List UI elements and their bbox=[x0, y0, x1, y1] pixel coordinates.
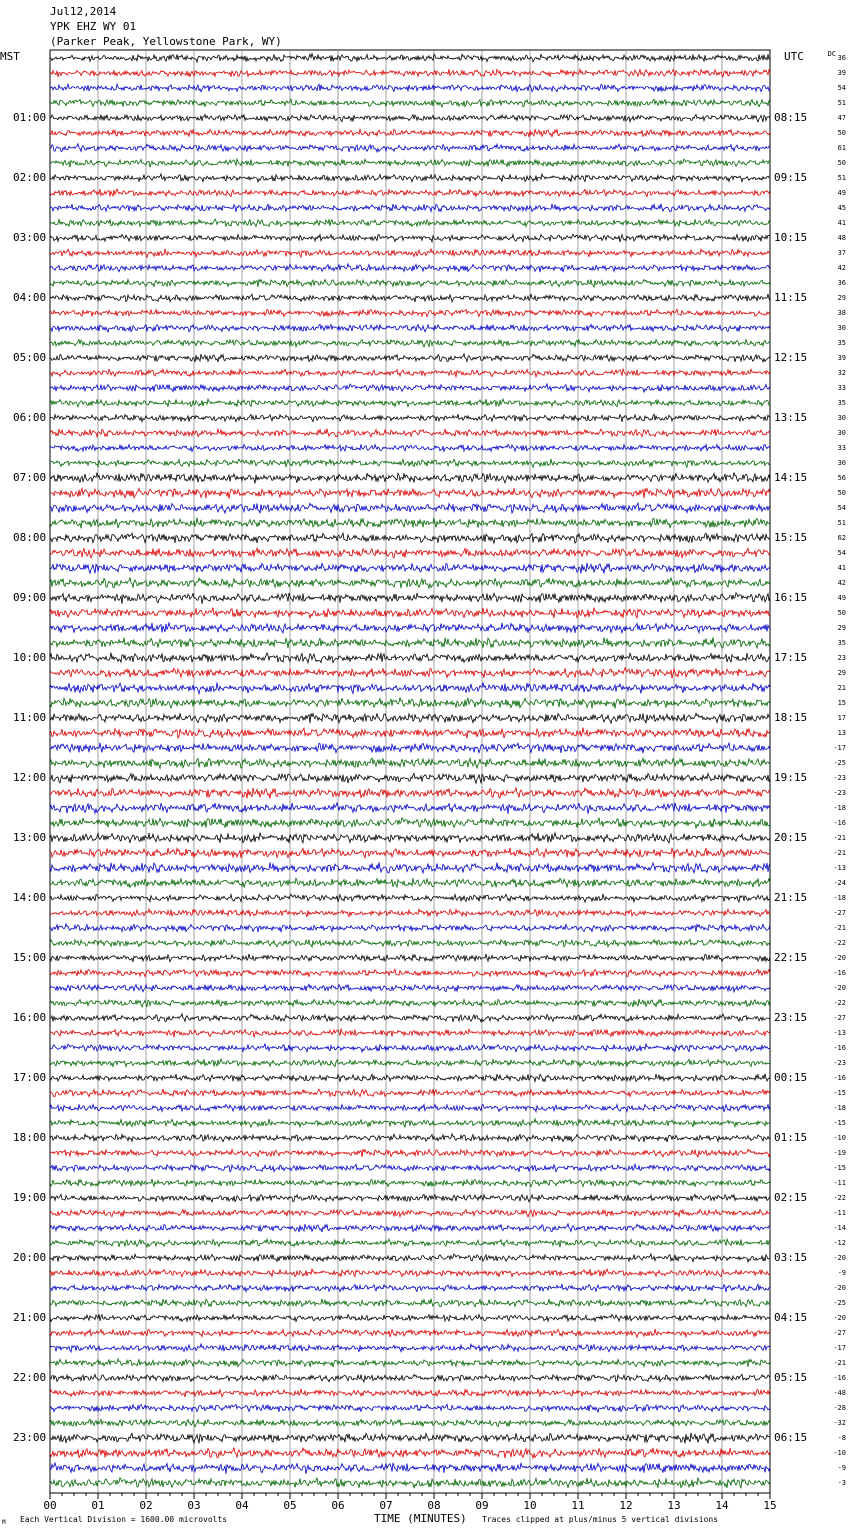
x-tick-label: 13 bbox=[667, 1499, 681, 1512]
dc-offset-value: -16 bbox=[833, 819, 846, 827]
dc-offset-value: -8 bbox=[837, 1434, 846, 1442]
x-tick-label: 11 bbox=[571, 1499, 585, 1512]
dc-offset-value: 30 bbox=[837, 429, 846, 437]
trace-line bbox=[50, 399, 770, 407]
right-hour-label: 18:15 bbox=[774, 711, 808, 724]
left-hour-label: 12:00 bbox=[13, 771, 47, 784]
right-hour-label: 09:15 bbox=[774, 171, 808, 184]
clip-note: Traces clipped at plus/minus 5 vertical divisions bbox=[482, 1515, 719, 1524]
dc-offset-value: -23 bbox=[833, 789, 846, 797]
trace-line bbox=[50, 1210, 770, 1217]
trace-line bbox=[50, 1419, 770, 1426]
x-tick-label: 07 bbox=[379, 1499, 393, 1512]
trace-line bbox=[50, 354, 770, 362]
right-hour-label: 08:15 bbox=[774, 111, 808, 124]
dc-offset-value: 35 bbox=[837, 339, 846, 347]
left-hour-label: 08:00 bbox=[13, 531, 47, 544]
left-hour-label: 17:00 bbox=[13, 1071, 47, 1084]
right-hour-label: 05:15 bbox=[774, 1371, 808, 1384]
x-tick-label: 02 bbox=[139, 1499, 153, 1512]
dc-offset-value: 49 bbox=[837, 594, 846, 602]
dc-offset-value: -18 bbox=[833, 894, 846, 902]
x-tick-label: 15 bbox=[763, 1499, 777, 1512]
left-hour-label: 06:00 bbox=[13, 411, 47, 424]
dc-offset-value: -21 bbox=[833, 924, 846, 932]
trace-line bbox=[50, 833, 770, 843]
x-tick-label: 08 bbox=[427, 1499, 441, 1512]
trace-line bbox=[50, 969, 770, 977]
dc-offset-value: 50 bbox=[837, 129, 846, 137]
dc-offset-value: -16 bbox=[833, 1374, 846, 1382]
right-hour-label: 02:15 bbox=[774, 1191, 808, 1204]
left-hour-label: 02:00 bbox=[13, 171, 47, 184]
right-hour-label: 11:15 bbox=[774, 291, 808, 304]
dc-offset-value: 29 bbox=[837, 624, 846, 632]
right-hour-label: 15:15 bbox=[774, 531, 808, 544]
right-hour-label: 10:15 bbox=[774, 231, 808, 244]
trace-line bbox=[50, 459, 770, 467]
dc-offset-value: 35 bbox=[837, 639, 846, 647]
trace-line bbox=[50, 1448, 770, 1459]
x-tick-label: 04 bbox=[235, 1499, 249, 1512]
trace-line bbox=[50, 894, 770, 902]
trace-line bbox=[50, 1344, 770, 1352]
trace-line bbox=[50, 144, 770, 152]
left-hour-label: 23:00 bbox=[13, 1431, 47, 1444]
right-hour-label: 13:15 bbox=[774, 411, 808, 424]
dc-offset-value: 35 bbox=[837, 399, 846, 407]
trace-line bbox=[50, 503, 770, 513]
left-hour-label: 16:00 bbox=[13, 1011, 47, 1024]
left-hour-label: 15:00 bbox=[13, 951, 47, 964]
left-hour-label: 05:00 bbox=[13, 351, 47, 364]
right-hour-label: 22:15 bbox=[774, 951, 808, 964]
dc-offset-value: 29 bbox=[837, 669, 846, 677]
trace-line bbox=[50, 758, 770, 768]
dc-offset-value: 54 bbox=[837, 84, 846, 92]
dc-offset-value: -16 bbox=[833, 1074, 846, 1082]
dc-offset-value: -22 bbox=[833, 939, 846, 947]
trace-line bbox=[50, 788, 770, 799]
trace-line bbox=[50, 1299, 770, 1307]
dc-offset-value: 37 bbox=[837, 249, 846, 257]
left-hour-label: 13:00 bbox=[13, 831, 47, 844]
trace-line bbox=[50, 862, 770, 873]
dc-offset-value: 36 bbox=[837, 54, 846, 62]
dc-offset-value: 51 bbox=[837, 519, 846, 527]
trace-line bbox=[50, 1463, 770, 1474]
trace-line bbox=[50, 189, 770, 197]
dc-offset-value: 30 bbox=[837, 459, 846, 467]
dc-offset-value: 38 bbox=[837, 309, 846, 317]
right-hour-label: 12:15 bbox=[774, 351, 808, 364]
trace-line bbox=[50, 954, 770, 962]
right-hour-label: 14:15 bbox=[774, 471, 808, 484]
dc-offset-value: 49 bbox=[837, 189, 846, 197]
right-hour-label: 21:15 bbox=[774, 891, 808, 904]
dc-offset-value: -9 bbox=[837, 1464, 846, 1472]
dc-offset-value: 56 bbox=[837, 474, 846, 482]
dc-offset-value: 42 bbox=[837, 579, 846, 587]
dc-offset-value: -9 bbox=[837, 1269, 846, 1277]
trace-line bbox=[50, 1389, 770, 1397]
trace-line bbox=[50, 608, 770, 619]
dc-offset-value: 45 bbox=[837, 204, 846, 212]
dc-offset-value: -48 bbox=[833, 1389, 846, 1397]
seismogram-traces bbox=[50, 54, 770, 1489]
trace-line bbox=[50, 444, 770, 451]
dc-offset-value: 39 bbox=[837, 69, 846, 77]
dc-offset-value: 50 bbox=[837, 489, 846, 497]
trace-line bbox=[50, 1119, 770, 1127]
trace-line bbox=[50, 697, 770, 708]
right-hour-label: 03:15 bbox=[774, 1251, 808, 1264]
dc-offset-value: 36 bbox=[837, 279, 846, 287]
trace-line bbox=[50, 878, 770, 888]
trace-line bbox=[50, 294, 770, 302]
right-hour-label: 06:15 bbox=[774, 1431, 808, 1444]
left-hour-label: 09:00 bbox=[13, 591, 47, 604]
trace-line bbox=[50, 939, 770, 947]
dc-offset-value: -27 bbox=[833, 1329, 846, 1337]
footer-mark: M bbox=[2, 1519, 6, 1526]
dc-offset-value: 33 bbox=[837, 444, 846, 452]
time-gridlines bbox=[50, 50, 770, 1493]
dc-offset-value: -21 bbox=[833, 1359, 846, 1367]
dc-offset-value: -3 bbox=[837, 1479, 846, 1487]
dc-offset-value: 21 bbox=[837, 684, 846, 692]
dc-label: DC bbox=[827, 50, 836, 58]
dc-offset-value: -21 bbox=[833, 849, 846, 857]
right-hour-label: 01:15 bbox=[774, 1131, 808, 1144]
x-tick-label: 09 bbox=[475, 1499, 489, 1512]
trace-line bbox=[50, 593, 770, 604]
dc-offset-value: 13 bbox=[837, 729, 846, 737]
trace-line bbox=[50, 683, 770, 694]
dc-offset-value: -22 bbox=[833, 999, 846, 1007]
trace-line bbox=[50, 54, 770, 62]
location-label: (Parker Peak, Yellowstone Park, WY) bbox=[50, 35, 282, 48]
trace-line bbox=[50, 743, 770, 753]
trace-line bbox=[50, 637, 770, 648]
dc-offset-value: -13 bbox=[833, 864, 846, 872]
x-tick-label: 10 bbox=[523, 1499, 537, 1512]
plot-frame bbox=[50, 50, 770, 1493]
dc-offset-value: 33 bbox=[837, 384, 846, 392]
trace-line bbox=[50, 728, 770, 739]
dc-offset-value: -16 bbox=[833, 1044, 846, 1052]
left-hour-label: 04:00 bbox=[13, 291, 47, 304]
left-hour-label: 01:00 bbox=[13, 111, 47, 124]
trace-line bbox=[50, 548, 770, 558]
trace-line bbox=[50, 1314, 770, 1321]
dc-offset-value: -15 bbox=[833, 1164, 846, 1172]
trace-line bbox=[50, 472, 770, 483]
dc-offset-value: -20 bbox=[833, 1254, 846, 1262]
trace-line bbox=[50, 234, 770, 242]
dc-offset-value: -20 bbox=[833, 954, 846, 962]
dc-offset-value: 42 bbox=[837, 264, 846, 272]
left-hour-label: 03:00 bbox=[13, 231, 47, 244]
trace-line bbox=[50, 848, 770, 858]
trace-line bbox=[50, 1029, 770, 1037]
right-hour-label: 04:15 bbox=[774, 1311, 808, 1324]
trace-line bbox=[50, 1239, 770, 1247]
trace-line bbox=[50, 1359, 770, 1367]
date-label: Jul12,2014 bbox=[50, 5, 117, 18]
dc-offset-value: -10 bbox=[833, 1134, 846, 1142]
trace-line bbox=[50, 1089, 770, 1097]
trace-line bbox=[50, 1269, 770, 1277]
station-label: YPK EHZ WY 01 bbox=[50, 20, 137, 33]
dc-offset-value: -32 bbox=[833, 1419, 846, 1427]
left-hour-label: 18:00 bbox=[13, 1131, 47, 1144]
trace-line bbox=[50, 414, 770, 422]
trace-line bbox=[50, 204, 770, 212]
dc-offset-value: 15 bbox=[837, 699, 846, 707]
trace-line bbox=[50, 1374, 770, 1382]
dc-offset-value: 51 bbox=[837, 174, 846, 182]
dc-offset-value: 39 bbox=[837, 354, 846, 362]
trace-line bbox=[50, 429, 770, 437]
trace-line bbox=[50, 924, 770, 932]
trace-line bbox=[50, 668, 770, 679]
dc-offset-value: -24 bbox=[833, 879, 846, 887]
trace-line bbox=[50, 578, 770, 589]
trace-line bbox=[50, 324, 770, 332]
dc-offset-value: -20 bbox=[833, 984, 846, 992]
trace-line bbox=[50, 1433, 770, 1444]
dc-offset-value: 30 bbox=[837, 324, 846, 332]
trace-line bbox=[50, 1104, 770, 1112]
trace-line bbox=[50, 1074, 770, 1082]
trace-line bbox=[50, 803, 770, 814]
dc-offset-value: -17 bbox=[833, 1344, 846, 1352]
right-hour-label: 19:15 bbox=[774, 771, 808, 784]
dc-offset-value: 51 bbox=[837, 99, 846, 107]
trace-line bbox=[50, 1478, 770, 1489]
dc-offset-value: -17 bbox=[833, 744, 846, 752]
dc-offset-value: -11 bbox=[833, 1209, 846, 1217]
dc-offset-value: 47 bbox=[837, 114, 846, 122]
trace-line bbox=[50, 1329, 770, 1337]
dc-offset-value: -18 bbox=[833, 804, 846, 812]
trace-line bbox=[50, 279, 770, 287]
dc-offset-value: 23 bbox=[837, 654, 846, 662]
dc-offset-value: -27 bbox=[833, 1014, 846, 1022]
trace-line bbox=[50, 999, 770, 1007]
right-hour-label: 16:15 bbox=[774, 591, 808, 604]
trace-line bbox=[50, 533, 770, 543]
dc-offset-value: -23 bbox=[833, 774, 846, 782]
trace-line bbox=[50, 159, 770, 167]
trace-line bbox=[50, 309, 770, 317]
dc-offset-value: -22 bbox=[833, 1194, 846, 1202]
left-hour-label: 14:00 bbox=[13, 891, 47, 904]
dc-offset-value: -21 bbox=[833, 834, 846, 842]
dc-offset-value: 17 bbox=[837, 714, 846, 722]
trace-line bbox=[50, 99, 770, 107]
trace-line bbox=[50, 69, 770, 77]
trace-line bbox=[50, 773, 770, 783]
left-hour-label: 21:00 bbox=[13, 1311, 47, 1324]
right-hour-label: 17:15 bbox=[774, 651, 808, 664]
trace-line bbox=[50, 1284, 770, 1292]
dc-offset-value: 32 bbox=[837, 369, 846, 377]
scale-note: Each Vertical Division = 1600.00 microvolts bbox=[20, 1515, 228, 1524]
trace-line bbox=[50, 713, 770, 723]
right-hour-label: 20:15 bbox=[774, 831, 808, 844]
dc-offset-value: -12 bbox=[833, 1239, 846, 1247]
trace-line bbox=[50, 984, 770, 991]
trace-line bbox=[50, 1404, 770, 1412]
time-axis bbox=[43, 1493, 776, 1512]
dc-offset-value: -13 bbox=[833, 1029, 846, 1037]
trace-line bbox=[50, 623, 770, 633]
trace-line bbox=[50, 1164, 770, 1172]
left-hour-label: 07:00 bbox=[13, 471, 47, 484]
trace-line bbox=[50, 909, 770, 917]
dc-offset-value: -20 bbox=[833, 1284, 846, 1292]
trace-line bbox=[50, 653, 770, 663]
trace-line bbox=[50, 340, 770, 348]
dc-offset-value: 41 bbox=[837, 564, 846, 572]
x-tick-label: 05 bbox=[283, 1499, 297, 1512]
dc-offset-value: 61 bbox=[837, 144, 846, 152]
trace-line bbox=[50, 1179, 770, 1187]
x-tick-label: 03 bbox=[187, 1499, 201, 1512]
dc-offset-value: 41 bbox=[837, 219, 846, 227]
trace-line bbox=[50, 1194, 770, 1202]
trace-line bbox=[50, 1149, 770, 1157]
trace-line bbox=[50, 488, 770, 498]
left-timezone-label: MST bbox=[0, 50, 20, 63]
trace-line bbox=[50, 1014, 770, 1022]
dc-offset-value: 62 bbox=[837, 534, 846, 542]
trace-line bbox=[50, 249, 770, 257]
trace-line bbox=[50, 1224, 770, 1232]
dc-offset-value: 50 bbox=[837, 159, 846, 167]
trace-line bbox=[50, 563, 770, 574]
dc-offset-value: -10 bbox=[833, 1449, 846, 1457]
dc-offset-value: 54 bbox=[837, 504, 846, 512]
trace-line bbox=[50, 1059, 770, 1067]
trace-line bbox=[50, 818, 770, 829]
dc-offset-value: -18 bbox=[833, 1104, 846, 1112]
trace-line bbox=[50, 219, 770, 227]
trace-line bbox=[50, 84, 770, 92]
x-tick-label: 01 bbox=[91, 1499, 105, 1512]
left-hour-label: 20:00 bbox=[13, 1251, 47, 1264]
dc-offset-value: -25 bbox=[833, 1299, 846, 1307]
trace-line bbox=[50, 129, 770, 137]
x-tick-label: 00 bbox=[43, 1499, 57, 1512]
dc-offset-value: 30 bbox=[837, 414, 846, 422]
dc-offset-value: -15 bbox=[833, 1089, 846, 1097]
dc-offset-value: 48 bbox=[837, 234, 846, 242]
dc-offset-value: 54 bbox=[837, 549, 846, 557]
dc-offset-value: -20 bbox=[833, 1314, 846, 1322]
right-timezone-label: UTC bbox=[784, 50, 804, 63]
right-hour-label: 23:15 bbox=[774, 1011, 808, 1024]
dc-offset-value: -23 bbox=[833, 1059, 846, 1067]
trace-line bbox=[50, 174, 770, 182]
dc-offset-value: -19 bbox=[833, 1149, 846, 1157]
trace-line bbox=[50, 369, 770, 377]
left-hour-label: 10:00 bbox=[13, 651, 47, 664]
x-tick-label: 14 bbox=[715, 1499, 729, 1512]
dc-offset-value: -15 bbox=[833, 1119, 846, 1127]
x-tick-label: 12 bbox=[619, 1499, 633, 1512]
left-hour-label: 11:00 bbox=[13, 711, 47, 724]
right-hour-label: 00:15 bbox=[774, 1071, 808, 1084]
trace-line bbox=[50, 1254, 770, 1262]
left-hour-label: 22:00 bbox=[13, 1371, 47, 1384]
dc-offset-value: -28 bbox=[833, 1404, 846, 1412]
trace-line bbox=[50, 114, 770, 122]
x-tick-label: 06 bbox=[331, 1499, 345, 1512]
trace-line bbox=[50, 1134, 770, 1142]
trace-line bbox=[50, 264, 770, 272]
x-axis-title: TIME (MINUTES) bbox=[374, 1512, 467, 1525]
dc-offset-value: -27 bbox=[833, 909, 846, 917]
trace-line bbox=[50, 1044, 770, 1052]
left-hour-label: 19:00 bbox=[13, 1191, 47, 1204]
dc-offset-value: -14 bbox=[833, 1224, 846, 1232]
dc-offset-value: -25 bbox=[833, 759, 846, 767]
trace-line bbox=[50, 518, 770, 529]
dc-offset-value: 50 bbox=[837, 609, 846, 617]
dc-offset-value: -16 bbox=[833, 969, 846, 977]
dc-offset-value: -11 bbox=[833, 1179, 846, 1187]
trace-line bbox=[50, 384, 770, 392]
dc-offset-value: 29 bbox=[837, 294, 846, 302]
